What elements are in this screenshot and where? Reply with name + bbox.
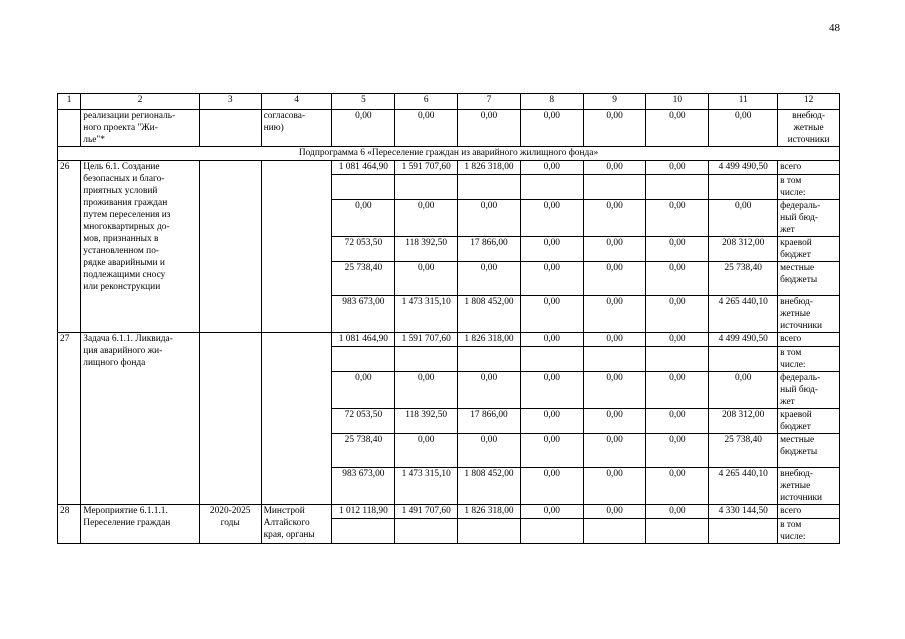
value-cell xyxy=(709,347,778,372)
subprogram-row xyxy=(58,147,840,161)
period-cell xyxy=(199,110,261,147)
value-cell: 0,00 xyxy=(646,110,709,147)
value-cell xyxy=(583,519,646,544)
value-cell: 0,00 xyxy=(583,505,646,519)
source-cell: местные бюджеты xyxy=(778,434,840,468)
executor-cell: Минстрой Алтайского края, органы xyxy=(261,505,332,544)
value-cell: 0,00 xyxy=(458,262,521,296)
header-row xyxy=(58,94,840,110)
value-cell: 118 392,50 xyxy=(395,237,458,262)
budget-table xyxy=(57,93,840,544)
value-cell: 1 808 452,00 xyxy=(458,468,521,505)
subprogram-title: Подпрограмма 6 «Переселение граждан из аварийного жилищного фонда» xyxy=(58,147,840,161)
value-cell xyxy=(520,347,583,372)
value-cell xyxy=(395,347,458,372)
value-cell: 25 738,40 xyxy=(709,262,778,296)
value-cell: 0,00 xyxy=(646,237,709,262)
row-number-cell xyxy=(58,110,81,147)
value-cell: 0,00 xyxy=(646,468,709,505)
description-cell: Мероприятие 6.1.1.1. Переселение граждан xyxy=(81,505,200,544)
value-cell: 0,00 xyxy=(646,333,709,347)
column-header: 7 xyxy=(458,94,521,110)
value-cell: 0,00 xyxy=(646,505,709,519)
executor-cell xyxy=(261,161,332,333)
value-cell xyxy=(458,347,521,372)
row-number-cell: 28 xyxy=(58,505,81,544)
value-cell: 1 808 452,00 xyxy=(458,296,521,333)
description-cell: Задача 6.1.1. Ликвида- ция аварийного жи- лищного фонда xyxy=(81,333,200,505)
value-cell: 0,00 xyxy=(583,409,646,434)
value-cell: 0,00 xyxy=(395,200,458,237)
executor-cell: согласова- нию) xyxy=(261,110,332,147)
column-header: 9 xyxy=(583,94,646,110)
column-header: 11 xyxy=(709,94,778,110)
description-cell: Цель 6.1. Создание безопасных и благо- приятных условий проживания граждан путем переселения из многоквартирных до- мов, признанных в установленном по- рядке аварийными и подлежащими сносу или реконструкции xyxy=(81,161,200,333)
value-cell: 0,00 xyxy=(646,161,709,175)
value-cell: 1 591 707,60 xyxy=(395,333,458,347)
value-cell: 4 265 440,10 xyxy=(709,296,778,333)
value-cell: 0,00 xyxy=(395,110,458,147)
value-cell: 0,00 xyxy=(646,434,709,468)
source-cell: внебюд- жетные источники xyxy=(778,296,840,333)
source-cell: внебюд- жетные источники xyxy=(778,110,840,147)
column-header: 12 xyxy=(778,94,840,110)
value-cell: 25 738,40 xyxy=(332,262,395,296)
value-cell: 0,00 xyxy=(646,372,709,409)
value-cell: 0,00 xyxy=(709,200,778,237)
value-cell: 0,00 xyxy=(520,262,583,296)
table-row xyxy=(58,333,840,347)
value-cell xyxy=(583,175,646,200)
value-cell: 0,00 xyxy=(646,262,709,296)
table-row xyxy=(58,110,840,147)
column-header: 5 xyxy=(332,94,395,110)
value-cell xyxy=(646,175,709,200)
source-cell: краевой бюджет xyxy=(778,237,840,262)
value-cell: 0,00 xyxy=(395,262,458,296)
value-cell xyxy=(709,175,778,200)
value-cell xyxy=(458,519,521,544)
value-cell: 4 330 144,50 xyxy=(709,505,778,519)
value-cell: 0,00 xyxy=(583,468,646,505)
source-cell: всего xyxy=(778,505,840,519)
value-cell: 72 053,50 xyxy=(332,237,395,262)
value-cell: 983 673,00 xyxy=(332,296,395,333)
value-cell: 0,00 xyxy=(332,372,395,409)
value-cell xyxy=(332,347,395,372)
period-cell xyxy=(199,333,261,505)
value-cell: 0,00 xyxy=(520,468,583,505)
value-cell: 0,00 xyxy=(520,237,583,262)
table-row xyxy=(58,161,840,175)
value-cell: 208 312,00 xyxy=(709,237,778,262)
value-cell: 0,00 xyxy=(520,372,583,409)
column-header: 3 xyxy=(199,94,261,110)
table-row xyxy=(58,505,840,519)
value-cell: 0,00 xyxy=(583,200,646,237)
column-header: 2 xyxy=(81,94,200,110)
value-cell xyxy=(646,347,709,372)
value-cell: 0,00 xyxy=(583,434,646,468)
value-cell: 0,00 xyxy=(458,434,521,468)
value-cell: 0,00 xyxy=(458,110,521,147)
value-cell: 0,00 xyxy=(583,237,646,262)
value-cell: 4 265 440,10 xyxy=(709,468,778,505)
description-cell: реализации региональ- ного проекта "Жи- лье"* xyxy=(81,110,200,147)
row-number-cell: 26 xyxy=(58,161,81,333)
value-cell: 0,00 xyxy=(583,296,646,333)
value-cell: 4 499 490,50 xyxy=(709,333,778,347)
value-cell xyxy=(583,347,646,372)
value-cell: 0,00 xyxy=(520,161,583,175)
value-cell: 0,00 xyxy=(520,333,583,347)
value-cell: 17 866,00 xyxy=(458,237,521,262)
value-cell: 25 738,40 xyxy=(332,434,395,468)
value-cell: 0,00 xyxy=(646,296,709,333)
value-cell: 1 826 318,00 xyxy=(458,333,521,347)
value-cell: 0,00 xyxy=(520,505,583,519)
value-cell xyxy=(332,519,395,544)
value-cell: 17 866,00 xyxy=(458,409,521,434)
value-cell: 0,00 xyxy=(583,110,646,147)
column-header: 1 xyxy=(58,94,81,110)
value-cell xyxy=(646,519,709,544)
column-header: 4 xyxy=(261,94,332,110)
value-cell: 0,00 xyxy=(395,434,458,468)
source-cell: всего xyxy=(778,161,840,175)
source-cell: в том числе: xyxy=(778,519,840,544)
source-cell: в том числе: xyxy=(778,347,840,372)
value-cell xyxy=(709,519,778,544)
page-number: 48 xyxy=(829,22,840,34)
source-cell: федераль- ный бюд- жет xyxy=(778,200,840,237)
value-cell: 1 826 318,00 xyxy=(458,505,521,519)
value-cell: 0,00 xyxy=(583,372,646,409)
column-header: 6 xyxy=(395,94,458,110)
value-cell: 0,00 xyxy=(646,409,709,434)
source-cell: внебюд- жетные источники xyxy=(778,468,840,505)
value-cell: 0,00 xyxy=(709,110,778,147)
value-cell: 0,00 xyxy=(458,200,521,237)
value-cell: 118 392,50 xyxy=(395,409,458,434)
value-cell: 1 012 118,90 xyxy=(332,505,395,519)
value-cell xyxy=(520,519,583,544)
value-cell: 0,00 xyxy=(458,372,521,409)
value-cell: 4 499 490,50 xyxy=(709,161,778,175)
column-header: 10 xyxy=(646,94,709,110)
value-cell: 25 738,40 xyxy=(709,434,778,468)
value-cell xyxy=(395,175,458,200)
source-cell: в том числе: xyxy=(778,175,840,200)
value-cell xyxy=(395,519,458,544)
period-cell xyxy=(199,161,261,333)
value-cell: 0,00 xyxy=(583,333,646,347)
value-cell xyxy=(332,175,395,200)
value-cell: 1 491 707,60 xyxy=(395,505,458,519)
value-cell: 1 081 464,90 xyxy=(332,333,395,347)
value-cell: 0,00 xyxy=(583,161,646,175)
value-cell: 0,00 xyxy=(646,200,709,237)
source-cell: всего xyxy=(778,333,840,347)
value-cell: 0,00 xyxy=(583,262,646,296)
value-cell: 0,00 xyxy=(709,372,778,409)
value-cell: 0,00 xyxy=(395,372,458,409)
value-cell: 0,00 xyxy=(520,110,583,147)
value-cell xyxy=(458,175,521,200)
value-cell: 0,00 xyxy=(520,409,583,434)
column-header: 8 xyxy=(520,94,583,110)
source-cell: местные бюджеты xyxy=(778,262,840,296)
value-cell: 1 081 464,90 xyxy=(332,161,395,175)
value-cell: 0,00 xyxy=(332,110,395,147)
executor-cell xyxy=(261,333,332,505)
value-cell: 0,00 xyxy=(332,200,395,237)
value-cell: 0,00 xyxy=(520,296,583,333)
value-cell: 208 312,00 xyxy=(709,409,778,434)
value-cell: 1 826 318,00 xyxy=(458,161,521,175)
source-cell: краевой бюджет xyxy=(778,409,840,434)
period-cell: 2020-2025 годы xyxy=(199,505,261,544)
value-cell: 72 053,50 xyxy=(332,409,395,434)
source-cell: федераль- ный бюд- жет xyxy=(778,372,840,409)
value-cell: 1 473 315,10 xyxy=(395,468,458,505)
value-cell: 983 673,00 xyxy=(332,468,395,505)
row-number-cell: 27 xyxy=(58,333,81,505)
value-cell: 1 473 315,10 xyxy=(395,296,458,333)
value-cell: 0,00 xyxy=(520,200,583,237)
value-cell: 0,00 xyxy=(520,434,583,468)
value-cell xyxy=(520,175,583,200)
value-cell: 1 591 707,60 xyxy=(395,161,458,175)
